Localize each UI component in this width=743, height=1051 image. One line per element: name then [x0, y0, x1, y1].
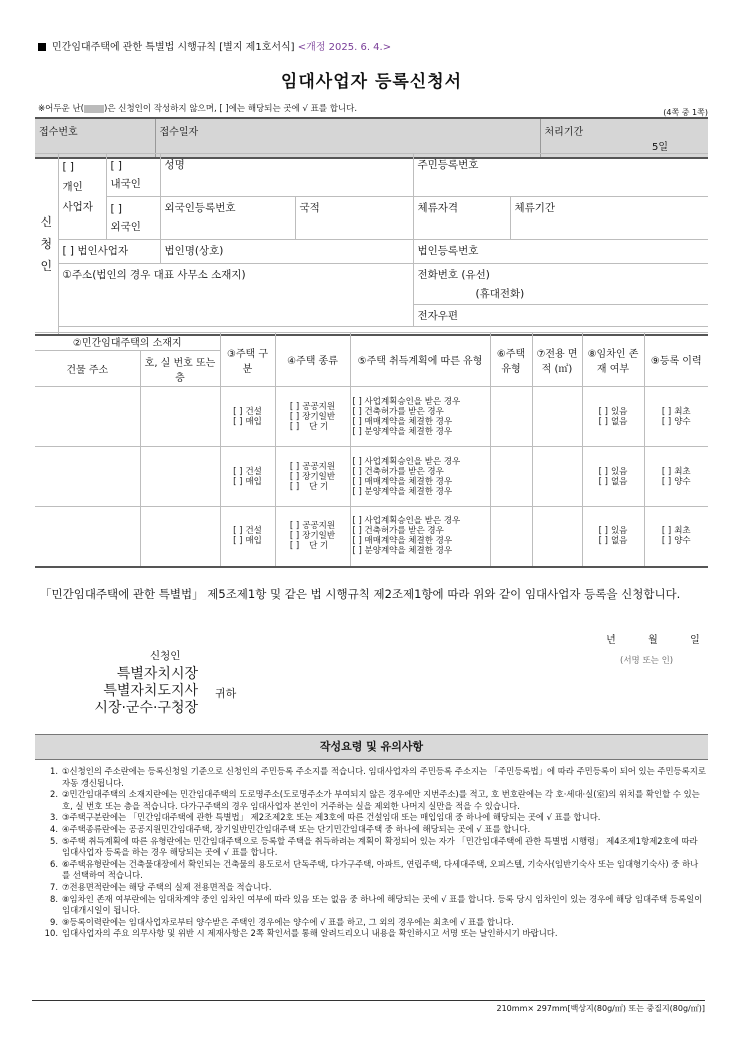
- list-item: 4. ④주택종류란에는 공공지원민간임대주택, 장기일반민간임대주택 또는 단기민간임대주택 중 하나에 해당되는 곳에 √ 표를 합니다.: [50, 823, 531, 834]
- history-cell[interactable]: [ ] [ ] 최초 양수: [644, 447, 708, 507]
- processing-period-cell: 처리기간 5일: [544, 127, 668, 153]
- authority-block: 특별자치시장 특별자치도지사 시장·군수·구청장: [94, 666, 198, 716]
- area-cell[interactable]: [532, 387, 582, 447]
- list-item: 8. ⑧임차인 존재 여부란에는 임대차계약 중인 임차인 여부에 따라 있음 또는 없음 중 하나에 해당되는 곳에 √ 표를 합니다. 등록 당시 임차인이 있는 경우에 해당 임대주택 등록일이 임대개시일이 됩니다.: [50, 893, 703, 916]
- area-header: ⑦전용 면적 (㎡): [532, 333, 582, 387]
- list-item: 2. ②민간임대주택의 소재지란에는 민간임대주택의 도로명주소(도로명주소가 부여되지 않은 경우에만 지번주소)를 적고, 호 번호란에는 각 호·세대·실(室)의 위치를 확인할 수 있는 호, 실 번호 또는 층을 적습니다. 다가구주택의 경우 임대사업자 본인이 거주하는 실을 제외한 나머지 실만을 적을 수 있습니다.: [50, 789, 700, 811]
- corporate-name-field[interactable]: 법인명(상호): [160, 240, 413, 264]
- housing-form-header: ⑥주택 유형: [490, 333, 532, 387]
- housing-form-cell[interactable]: [490, 447, 532, 507]
- housing-kind-cell[interactable]: [ ] [ ] [ ] 공공지원 장기일반 단 기: [275, 507, 350, 567]
- housing-type-cell[interactable]: [ ] [ ] 건설 매입: [220, 447, 275, 507]
- acquisition-header: ⑤주택 취득계획에 따른 유형: [350, 333, 490, 387]
- housing-type-header: ③주택 구분: [220, 333, 275, 387]
- tenant-cell[interactable]: [ ] [ ] 있음 없음: [582, 387, 644, 447]
- tenant-cell[interactable]: [ ] [ ] 있음 없음: [582, 507, 644, 567]
- list-item: 3. ③주택구분란에는 「민간임대주택에 관한 특별법」 제2조제2호 또는 제3호에 따른 건설임대 또는 매입임대 중 하나에 해당되는 곳에 √ 표를 합니다.: [50, 812, 601, 823]
- housing-form-cell[interactable]: [490, 507, 532, 567]
- table-row: [35, 387, 708, 447]
- date-line[interactable]: 년 월 일: [606, 635, 700, 646]
- housing-type-cell[interactable]: [ ] [ ] 건설 매입: [220, 387, 275, 447]
- tenant-cell[interactable]: [ ] [ ] 있음 없음: [582, 447, 644, 507]
- table-row: [35, 447, 708, 507]
- building-address-cell[interactable]: [35, 387, 140, 447]
- alien-number-field[interactable]: 외국인등록번호: [160, 197, 295, 240]
- list-item: 9. ⑨등록이력란에는 임대사업자로부터 양수받은 주택인 경우에는 양수에 √ 표를 하고, 그 외의 경우에는 최초에 √ 표를 합니다.: [50, 916, 514, 927]
- history-header: ⑨등록 이력: [644, 333, 708, 387]
- page-title: 임대사업자 등록신청서: [280, 72, 463, 92]
- corporate-number-field[interactable]: 법인등록번호: [413, 240, 708, 264]
- tenant-header: ⑧임차인 존재 여부: [582, 333, 644, 387]
- receipt-number-cell: 접수번호: [35, 118, 155, 158]
- housing-kind-cell[interactable]: [ ] [ ] [ ] 공공지원 장기일반 단 기: [275, 387, 350, 447]
- stay-period-field[interactable]: 체류기간: [510, 197, 708, 240]
- applicant-signature-label: 신청인: [150, 650, 181, 662]
- housing-kind-cell[interactable]: [ ] [ ] [ ] 공공지원 장기일반 단 기: [275, 447, 350, 507]
- list-item: 6. ⑥주택유형란에는 건축물대장에서 확인되는 건축물의 용도로서 단독주택, 다가구주택, 아파트, 연립주택, 다세대주택, 오피스텔, 기숙사(임반기숙사 또는 임대형기숙사) 중 하나를 선택하여 적습니다.: [50, 858, 699, 881]
- area-cell[interactable]: [532, 507, 582, 567]
- acquisition-cell[interactable]: [ ] 사업계획승인을 받은 경우 [ ] 건축허가를 받은 경우 [ ] 매매계약을 체결한 경우 [ ] 분양계약을 체결한 경우: [350, 387, 490, 447]
- unit-number-cell[interactable]: [140, 447, 220, 507]
- guide-title: 작성요령 및 유의사항: [35, 734, 708, 760]
- guide-list: [40, 766, 706, 940]
- shaded-area-sample: [84, 105, 104, 113]
- acquisition-cell[interactable]: [ ] 사업계획승인을 받은 경우 [ ] 건축허가를 받은 경우 [ ] 매매계약을 체결한 경우 [ ] 분양계약을 체결한 경우: [350, 447, 490, 507]
- unit-number-header: 호, 실 번호 또는 층: [140, 351, 220, 387]
- form-header: [38, 38, 391, 53]
- building-address-cell[interactable]: [35, 447, 140, 507]
- individual-business-cell[interactable]: [ ] 개인 사업자: [58, 154, 106, 240]
- list-item: 1. ①신청인의 주소란에는 등록신청일 기준으로 신청인의 주민등록 주소지를 적습니다. 임대사업자의 주민등록 주소지는 「주민등록법」에 따라 주민등록이 되어 있는 주민등록지로 자동 갱신됩니다.: [50, 766, 706, 788]
- paper-spec-footer: 210mm× 297mm[백상지(80g/㎡) 또는 중질지(80g/㎡)]: [32, 1000, 705, 1014]
- area-cell[interactable]: [532, 447, 582, 507]
- declaration-text: 「민간임대주택에 관한 특별법」 제5조제1항 및 같은 법 시행규칙 제2조제1항에 따라 위와 같이 임대사업자 등록을 신청합니다.: [40, 587, 681, 601]
- location-header: ②민간임대주택의 소재지: [35, 333, 220, 351]
- rental-housing-table: [35, 332, 708, 568]
- phone-field[interactable]: 전화번호 (유선) (휴대전화): [413, 264, 708, 305]
- korean-checkbox[interactable]: [ ] 내국인: [106, 154, 160, 197]
- list-item: 7. ⑦전용면적란에는 해당 주택의 실제 전용면적을 적습니다.: [50, 881, 272, 892]
- acquisition-cell[interactable]: [ ] 사업계획승인을 받은 경우 [ ] 건축허가를 받은 경우 [ ] 매매계약을 체결한 경우 [ ] 분양계약을 체결한 경우: [350, 507, 490, 567]
- history-cell[interactable]: [ ] [ ] 최초 양수: [644, 387, 708, 447]
- housing-type-cell[interactable]: [ ] [ ] 건설 매입: [220, 507, 275, 567]
- unit-number-cell[interactable]: [140, 507, 220, 567]
- name-field[interactable]: 성명: [160, 154, 413, 197]
- building-address-header: 건물 주소: [35, 351, 140, 387]
- revision-date: <개정 2025. 6. 4.>: [297, 42, 392, 53]
- housing-kind-header: ④주택 종류: [275, 333, 350, 387]
- applicant-label: 신 청 인: [35, 154, 58, 335]
- corporate-checkbox[interactable]: [ ] 법인사업자: [58, 240, 160, 264]
- email-field[interactable]: 전자우편: [413, 305, 708, 327]
- building-address-cell[interactable]: [35, 507, 140, 567]
- form-reference: 민간임대주택에 관한 특별법 시행규칙 [별지 제1호서식]: [52, 42, 295, 53]
- instruction-note: ※어두운 난( )은 신청인이 작성하지 않으며, [ ]에는 해당되는 곳에 √ 표를 합니다.: [38, 104, 358, 114]
- list-item: 5. ⑤주택 취득계획에 따른 유형란에는 민간임대주택으로 등록할 주택을 취득하려는 계획이 확정되어 있는 자가 「민간임대주택에 관한 특별법 시행령」 제4조제1항제2호에 따라 임대사업자 등록을 하는 경우 해당되는 곳에 √ 표를 합니다.: [50, 835, 698, 858]
- receipt-date-cell: 접수일자: [155, 118, 540, 158]
- list-item: 10. 임대사업자의 주요 의무사항 및 위반 시 제재사항은 2쪽 확인서를 통해 알려드리오니 내용을 확인하시고 서명 또는 날인하시기 바랍니다.: [44, 928, 558, 939]
- housing-form-cell[interactable]: [490, 387, 532, 447]
- resident-number-field[interactable]: 주민등록번호: [413, 154, 708, 197]
- applicant-table: [35, 153, 708, 336]
- history-cell[interactable]: [ ] [ ] 최초 양수: [644, 507, 708, 567]
- table-row: [35, 507, 708, 567]
- page-number: (4쪽 중 1쪽): [663, 108, 708, 117]
- stay-status-field[interactable]: 체류자격: [413, 197, 510, 240]
- address-field[interactable]: ①주소(법인의 경우 대표 사무소 소재지): [58, 264, 413, 327]
- foreign-checkbox[interactable]: [ ] 외국인: [106, 197, 160, 240]
- nationality-field[interactable]: 국적: [295, 197, 413, 240]
- square-bullet-icon: [38, 43, 46, 51]
- signature-field[interactable]: (서명 또는 인): [620, 656, 674, 666]
- unit-number-cell[interactable]: [140, 387, 220, 447]
- addressee-suffix: 귀하: [215, 687, 237, 700]
